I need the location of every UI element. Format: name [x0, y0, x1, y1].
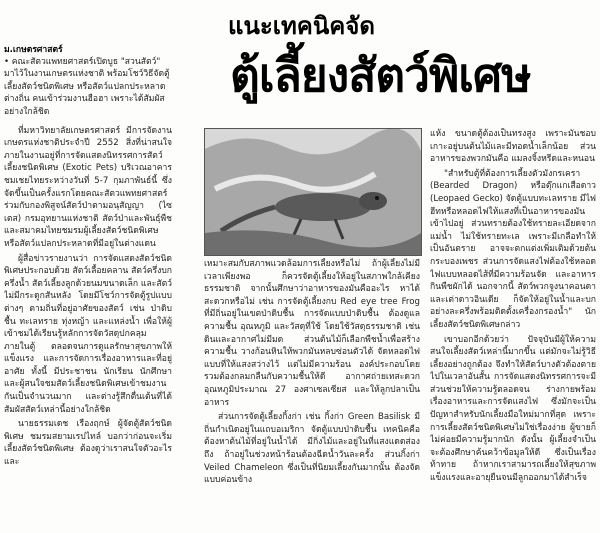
- article-paragraph: "สำหรับตู้ที่ต้องการเลี้ยงตัวมังกรเครา (Bearded Dragon) หรือตุ๊กแกเสือดาว (Leopaed Gecko) จัดตู้แบบทะเลทราย มีไฟฮีทหรือหลอดไฟให้แสงที่เป็นอาหารของมันเข้าไปอยู่ ส่วนทรายต้องใช้ทรายละเอียดจากแม่น้ำ ไม่ใช้ทรายทะเล เพราะมีเกลือทำให้เป็นอันตราย อาจจะตกแต่งเพิ่มเติมด้วยต้นกระบองเพชร ส่วนการจัดแสงไฟต้องใช้หลอดไฟแบบหลอดไส้ที่มีความร้อนจัด และอาหารกินพืชผักได้ นอกจากนี้ สัตว์พวกจูงนาคอนดา และเต่าดาวอินเดีย ก็จัดให้อยู่ในน้ำและบกอย่างละครึ่งพร้อมติดตั้งเครื่องกรองน้ำ" นักเลี้ยงสัตว์ชนิดพิเศษกล่าว: [430, 168, 596, 330]
- headline-line-1: แนะเทคนิคจัด: [228, 12, 375, 40]
- headline-line-2: ตู้เลี้ยงสัตว์พิเศษ: [230, 48, 531, 102]
- article-paragraph: เขาบอกอีกด้วยว่า ปัจจุบันมีผู้ให้ความสนใจเลี้ยงสัตว์เหล่านี้มากขึ้น แต่มักจะไม่รู้วิธีเลี้ยงอย่างถูกต้อง จึงทำให้สัตว์บางตัวต้องตายไปในเวลาอันสั้น การจัดแสดงนิทรรศการจะมีส่วนช่วยให้ความรู้ตลอดจน ร่างกายพร้อม เรื่องอาหารและการจัดแสงไฟ ซึ่งมักจะเป็นปัญหาสำหรับนักเลี้ยงมือใหม่มากที่สุด เพราะการเลี้ยงสัตว์ชนิดพิเศษไม่ใช่เรื่องง่าย ผู้ขายก็ไม่ค่อยมีความรู้มากนัก ดังนั้น ผู้เลี้ยงจำเป็นจะต้องศึกษาค้นคว้าข้อมูลให้ดี ซึ่งเป็นเรื่องท้าทาย ถ้าหากเราสามารถเลี้ยงให้สุขภาพแข็งแรงและอายุยืนจนมีลูกออกมาได้สำเร็จ: [430, 334, 596, 484]
- lizard-photo-icon: [205, 129, 421, 255]
- article-paragraph: นายธรรมเดช เรืองฤกษ์ ผู้จัดตู้สัตว์ชนิดพิเศษ ชมรมสยามเรปไทล์ บอกว่าก่อนจะเริ่มเลี้ยงสัตว์ชนิดพิเศษ ต้องดูว่าเราสนใจตัวอะไร และ: [4, 419, 172, 468]
- column-3: [430, 128, 596, 530]
- column-2: [204, 258, 420, 530]
- byline: ม.เกษตรศาสตร์: [4, 45, 63, 55]
- article-paragraph: แห้ง ขนาดตู้ต้องเป็นทรงสูง เพราะมันชอบเกาะอยู่บนต้นไม้และมีทอดน้ำเล็กน้อย ส่วนอาหารของพวกมันคือ แมลงจิ้งหรีดและหนอน: [430, 129, 596, 165]
- article-paragraph: เหมาะสมกับสภาพแวดล้อมการเลี้ยงหรือไม่ ถ้าผู้เลี้ยงไม่มีเวลาเพียงพอ ก็ควรจัดตู้เลี้ยงให้อยู่ในสภาพใกล้เคียงธรรมชาติ จากนั้นศึกษาว่าอาหารของมันคืออะไร หาได้สะดวกหรือไม่ เช่น การจัดตู้เลี้ยงกบ Red eye tree Frog ที่มีถิ่นอยู่ในเขตป่าดิบชื้น การจัดแบบป่าดิบชื้น ต้องดูแลความชื้น อุณหภูมิ และวัสดุที่ใช้ โดยใช้วัสดุธรรมชาติ เช่น ดินและอากาศไม่มีมด ส่วนต้นไม้ก็เลือกพืชน้ำเพื่อสร้างความชื้น วางก้อนหินให้พวกมันหลบซ่อนตัวได้ จัดหลอดไฟแบบที่ให้แสงสว่างไว้ แต่ไม่มีความร้อน องค์ประกอบโดยรวมต้องกลมกลืนกับความชื้นให้ดี อากาศถ่ายเทสะดวก อุณหภูมิประมาณ 27 องศาเซลเซียส และให้ลูกปลาเป็นอาหาร: [204, 259, 420, 408]
- article-paragraph: ผู้สื่อข่าวรายงานว่า การจัดแสดงสัตว์ชนิดพิเศษประกอบด้วย สัตว์เลื้อยคลาน สัตว์ครึ่งบกครึ่งน้ำ สัตว์เลี้ยงลูกด้วยนมขนาดเล็ก และสัตว์ไม่มีกระดูกสันหลัง โดยมีโชว์การจัดตู้รูปแบบต่างๆ ตามถิ่นที่อยู่อาศัยของสัตว์ เช่น ป่าดิบชื้น ทะเลทราย ทุ่งหญ้า และแหล่งน้ำ เพื่อให้ผู้เข้าชมได้เรียนรู้หลักการจัดวัสดุปกคลุมภายในตู้ ตลอดจนการดูแลรักษาสุขภาพให้แข็งแรง และการจัดการเรื่องอาหารและที่อยู่อาศัย ทั้งนี้ มีประชาชน นักเรียน นักศึกษา และผู้สนใจชมสัตว์เลี้ยงชนิดพิเศษเข้าชมงานกันเป็นจำนวนมาก และต่างรู้สึกตื่นเต้นที่ได้สัมผัสสัตว์เหล่านี้อย่างใกล้ชิด: [4, 253, 172, 415]
- article-paragraph: ที่มหาวิทยาลัยเกษตรศาสตร์ มีการจัดงานเกษตรแห่งชาติประจำปี 2552 สิ่งที่น่าสนใจภายในงานอยู่ที่การจัดแสดงนิทรรศการสัตว์เลี้ยงชนิดพิเศษ (Exotic Pets) บริเวณอาคารชมเชยไทยระหว่างวันที่ 5-7 กุมภาพันธ์นี้ ซึ่งจัดขึ้นเป็นครั้งแรกโดยคณะสัตวแพทยศาสตร์ ร่วมกับกองพิสูจน์สัตว์ป่าตามอนุสัญญา (ไซเตส) กรมอุทยานแห่งชาติ สัตว์ป่าและพันธุ์พืช และสมาคมไทยชมรมผู้เลี้ยงสัตว์ชนิดพิเศษหรือสัตว์แปลกประหลาดที่มีอยู่ในต่างแดน: [4, 125, 172, 249]
- article-paragraph: ส่วนการจัดตู้เลี้ยงกิ้งก่า เช่น กิ้งก่า Green Basilisk มีถิ่นกำเนิดอยู่ในแถบอเมริกา จัดตู้แบบป่าดิบชื้น เทคนิคคือต้องหาต้นไม้ที่อยู่ในน้ำได้ มีกิ่งไม้และอยู่ในที่แสงแดดส่องถึง ถ้าอยู่ในช่วงหน้าร้อนต้องฉีดน้ำวันละครั้ง ส่วนกิ้งก่า Veiled Chameleon ซึ่งเป็นที่นิยมเลี้ยงกันมากนั้น ต้องจัดแบบค่อนข้าง: [204, 412, 420, 486]
- lead-deck: • คณะสัตวแพทยศาสตร์เปิดบูธ "สวนสัตว์" มาไว้ในงานเกษตรแห่งชาติ พร้อมโชว์วิธีจัดตู้เลี้ยงสัตว์ชนิดพิเศษ หรือสัตว์แปลกประหลาดต่างถิ่น คนเข้าร่วมงานฮือฮา เพราะได้สัมผัสอย่างใกล้ชิด: [4, 57, 170, 117]
- lead-block: [4, 44, 172, 57]
- article-photo: [204, 128, 422, 256]
